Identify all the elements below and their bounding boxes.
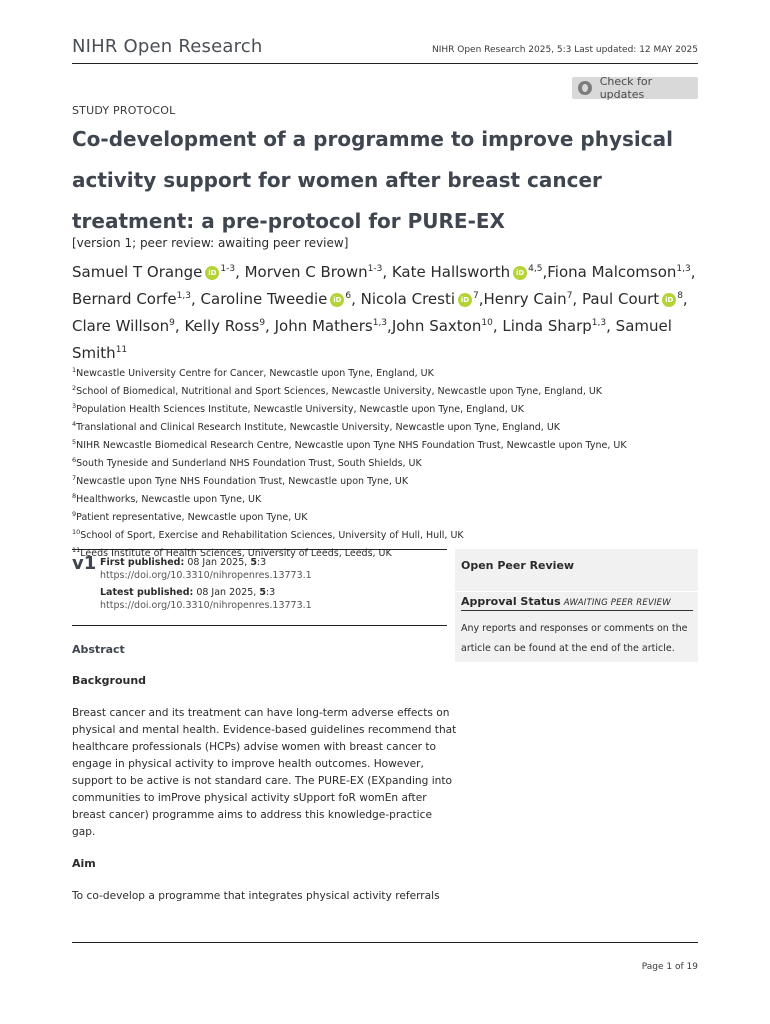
section-type: STUDY PROTOCOL (72, 104, 176, 117)
author-name: John Mathers (274, 317, 373, 335)
abstract-label: Abstract (72, 643, 125, 656)
author-name: Samuel T Orange (72, 263, 203, 281)
author-affiliation-ref: 1,3 (176, 291, 191, 301)
citation-line: NIHR Open Research 2025, 5:3 Last updated: 12 MAY 2025 (431, 45, 698, 55)
affiliation-number: 4 (72, 420, 77, 428)
version-status: [version 1; peer review: awaiting peer review] (72, 236, 349, 250)
author-affiliation-ref: 9 (259, 318, 266, 328)
affiliation-number: 1 (72, 366, 77, 374)
author-name: Henry Cain (483, 290, 567, 308)
approval-status-value: AWAITING PEER REVIEW (563, 598, 671, 608)
author-affiliation-ref: 6 (345, 291, 352, 301)
author[interactable] (502, 317, 606, 335)
first-doi-link[interactable]: https://doi.org/10.3310/nihropenres.13773.1 (100, 570, 312, 581)
author-separator: , (682, 290, 688, 308)
check-for-updates-label: Check for updates (599, 75, 653, 101)
author-name: Samuel Smith (72, 317, 672, 362)
author-name: Nicola Cresti (360, 290, 455, 308)
version-label: v1 (72, 553, 97, 574)
author-separator: , (492, 317, 503, 335)
aim-heading: Aim (72, 857, 96, 870)
affiliation-text: Healthworks, Newcastle upon Tyne, UK (76, 494, 262, 505)
affiliation-item (72, 417, 712, 435)
author-name: Fiona Malcomson (547, 263, 677, 281)
footer-rule (72, 942, 698, 943)
author-affiliation-ref: 7 (473, 291, 479, 301)
author-separator: , (174, 317, 185, 335)
author-name: Linda Sharp (502, 317, 592, 335)
author[interactable] (547, 263, 691, 281)
author-affiliation-ref: 10 (481, 318, 493, 328)
author[interactable] (484, 290, 573, 308)
latest-published-date: 08 Jan 2025, (196, 587, 257, 598)
author-name: Paul Court (581, 290, 660, 308)
affiliation-number: 5 (72, 438, 77, 446)
first-published-date: 08 Jan 2025, (187, 557, 248, 568)
aim-text: To co-develop a programme that integrates physical activity referrals (72, 890, 440, 902)
publication-info (100, 556, 312, 612)
latest-published-volume: 5 (259, 587, 266, 598)
background-heading: Background (72, 674, 147, 687)
article-title: Co-development of a programme to improve physical activity support for women after breast cancer treatment: a pre-protocol for PURE-EX (72, 127, 673, 233)
affiliation-number: 8 (72, 492, 77, 500)
affiliation-text: Translational and Clinical Research Institute, Newcastle University, Newcastle upon Tyne, England, UK (76, 422, 561, 433)
author-affiliation-ref: 1,3 (591, 318, 607, 328)
author-affiliation-ref: 1,3 (372, 318, 388, 328)
approval-status-label: Approval Status (461, 595, 561, 608)
first-published-volume: 5 (250, 557, 257, 568)
author-name: Kelly Ross (184, 317, 260, 335)
affiliation-text: School of Biomedical, Nutritional and Sport Sciences, Newcastle University, Newcastle upon Tyne, England, UK (76, 386, 603, 397)
author[interactable] (72, 290, 191, 308)
journal-name: NIHR Open Research (72, 36, 263, 57)
author-name: Bernard Corfe (72, 290, 177, 308)
author-separator: , (382, 263, 392, 281)
author-list (72, 257, 702, 365)
latest-doi-link[interactable]: https://doi.org/10.3310/nihropenres.13773.1 (100, 600, 312, 611)
crossmark-icon (578, 81, 592, 95)
author-affiliation-ref: 8 (677, 291, 683, 301)
publication-bottom-rule (72, 625, 447, 626)
author-name: John Saxton (391, 317, 482, 335)
author-affiliation-ref: 4,5 (528, 264, 543, 274)
affiliation-text: Newcastle upon Tyne NHS Foundation Trust, Newcastle upon Tyne, UK (76, 476, 409, 487)
author-separator: , (572, 290, 582, 308)
author[interactable] (361, 290, 479, 308)
orcid-icon[interactable]: iD (662, 293, 676, 307)
check-for-updates-button[interactable] (572, 77, 698, 99)
affiliation-number: 6 (72, 456, 77, 464)
author-separator: , (190, 290, 201, 308)
affiliation-item (72, 507, 712, 525)
affiliation-list (72, 363, 712, 561)
affiliation-item (72, 381, 712, 399)
affiliation-item (72, 435, 712, 453)
affiliation-number: 11 (72, 546, 81, 554)
affiliation-text: Population Health Sciences Institute, Newcastle University, Newcastle upon Tyne, England, UK (76, 404, 524, 415)
affiliation-item (72, 489, 712, 507)
author[interactable] (201, 290, 352, 308)
affiliation-text: Newcastle University Centre for Cancer, Newcastle upon Tyne, England, UK (76, 368, 434, 379)
author-separator: , (351, 290, 361, 308)
first-published-issue: :3 (256, 557, 267, 568)
author[interactable] (392, 263, 543, 281)
author-separator: , (235, 263, 245, 281)
affiliation-text: Patient representative, Newcastle upon Tyne, UK (76, 512, 308, 523)
affiliation-text: NIHR Newcastle Biomedical Research Centre, Newcastle upon Tyne NHS Foundation Trust, Newcastle upon Tyne, UK (76, 440, 627, 451)
approval-status (461, 595, 671, 608)
orcid-icon[interactable]: iD (330, 293, 344, 307)
approval-underline (461, 610, 693, 611)
header-rule (72, 63, 698, 64)
orcid-icon[interactable]: iD (458, 293, 472, 307)
affiliation-text: South Tyneside and Sunderland NHS Foundation Trust, South Shields, UK (76, 458, 422, 469)
author[interactable] (245, 263, 383, 281)
affiliation-text: School of Sport, Exercise and Rehabilitation Sciences, University of Hull, Hull, UK (80, 530, 464, 541)
affiliation-item (72, 471, 712, 489)
affiliation-number: 7 (72, 474, 77, 482)
author-affiliation-ref: 1-3 (367, 264, 383, 274)
affiliation-number: 2 (72, 384, 77, 392)
affiliation-item (72, 525, 712, 543)
orcid-icon[interactable]: iD (205, 266, 219, 280)
publication-top-rule (72, 549, 447, 550)
latest-published-label: Latest published: (100, 587, 194, 598)
page-number: Page 1 of 19 (641, 962, 698, 972)
author-name: Caroline Tweedie (200, 290, 328, 308)
affiliation-number: 3 (72, 402, 77, 410)
author-name: Morven C Brown (244, 263, 368, 281)
peer-review-note: Any reports and responses or comments on the article can be found at the end of the article. (461, 623, 688, 654)
author[interactable] (392, 317, 493, 335)
author[interactable] (582, 290, 683, 308)
author-separator: , (690, 263, 696, 281)
orcid-icon[interactable]: iD (513, 266, 527, 280)
author-affiliation-ref: 9 (169, 318, 175, 328)
author-name: Clare Willson (72, 317, 170, 335)
background-text: Breast cancer and its treatment can have long-term adverse effects on physical and mental health. Evidence-based guidelines recommend that healthcare professionals (HCPs) advise women with breast cancer to engage in physical activity to improve health outcomes. However, support to be active is not standard care. The PURE-EX (EXpanding into communities to imProve physical activity sUpport foR womEn after breast cancer) programme aims to address this knowledge-practice gap. (72, 707, 457, 838)
author[interactable] (72, 317, 175, 335)
first-published-label: First published: (100, 557, 185, 568)
author[interactable] (72, 263, 235, 281)
open-peer-review-title: Open Peer Review (461, 559, 575, 572)
author-separator: , (265, 317, 275, 335)
affiliation-item (72, 453, 712, 471)
latest-published-issue: :3 (265, 587, 276, 598)
affiliation-item (72, 363, 712, 381)
author-separator: , (606, 317, 616, 335)
author-affiliation-ref: 11 (115, 345, 128, 355)
affiliation-number: 10 (72, 528, 81, 536)
author[interactable] (275, 317, 387, 335)
author-affiliation-ref: 1,3 (676, 264, 691, 274)
affiliation-number: 9 (72, 510, 77, 518)
affiliation-text: Leeds Institute of Health Sciences, University of Leeds, Leeds, UK (80, 548, 392, 559)
author-separator: , (478, 290, 484, 308)
peer-review-divider (455, 591, 698, 592)
author-name: Kate Hallsworth (391, 263, 511, 281)
author[interactable] (184, 317, 265, 335)
author-affiliation-ref: 7 (566, 291, 573, 301)
affiliation-item (72, 399, 712, 417)
author-separator: , (387, 317, 392, 335)
author-separator: , (542, 263, 548, 281)
author-affiliation-ref: 1-3 (220, 264, 236, 274)
